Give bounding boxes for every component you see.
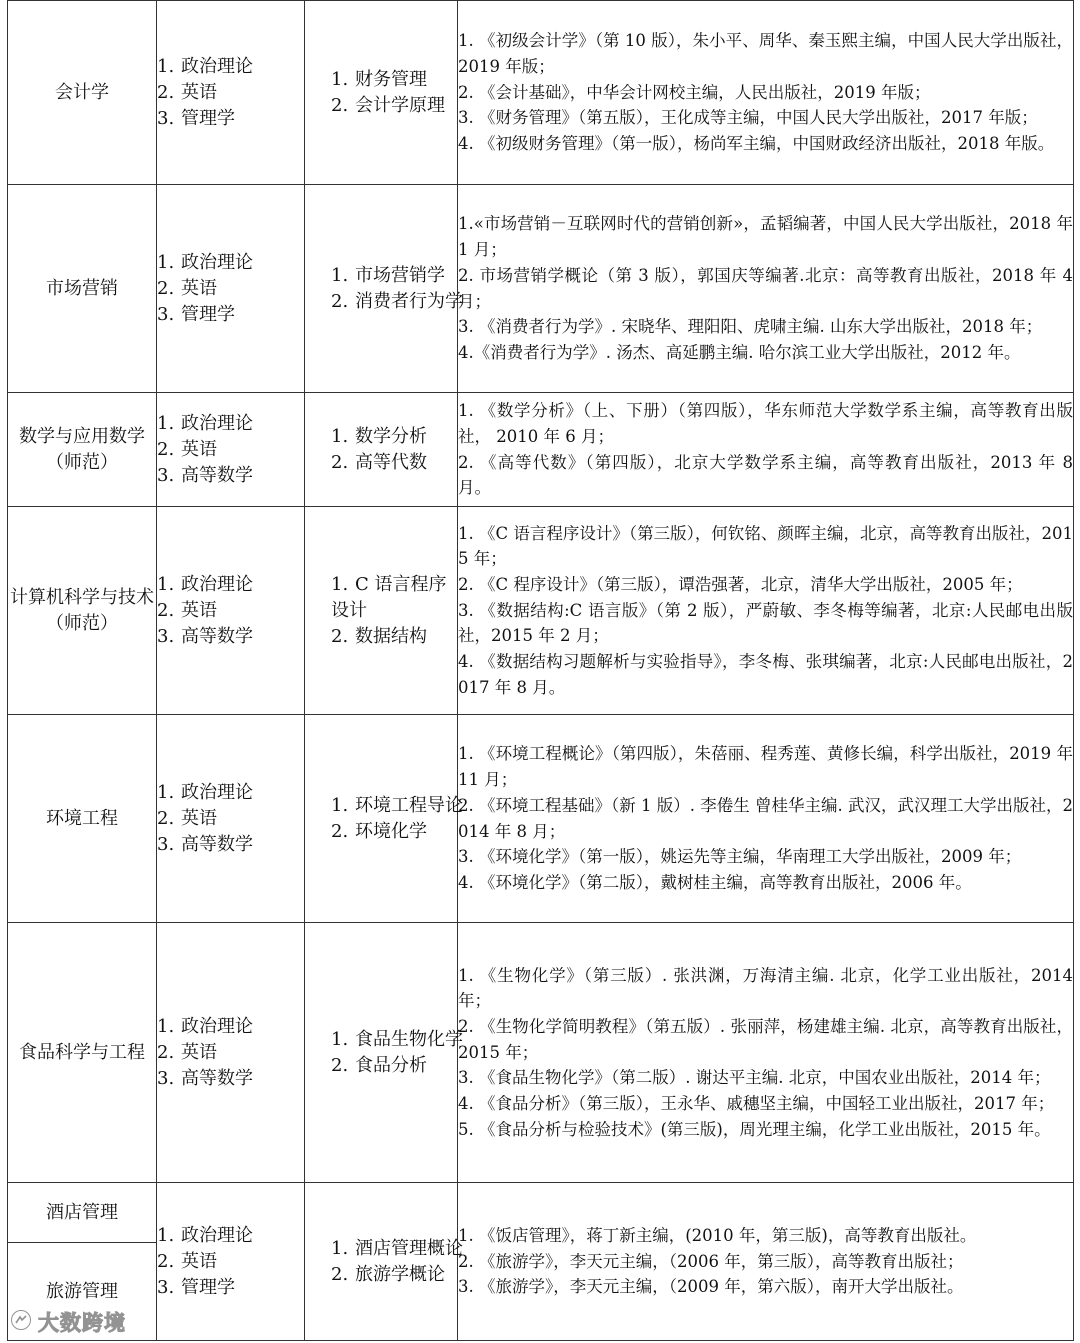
table-row bbox=[8, 393, 1074, 507]
reference-book: 2. 《高等代数》（第四版），北京大学数学系主编，高等教育出版社，2013 年 8 月。 bbox=[458, 452, 1073, 498]
reference-book: 4.《消费者行为学》. 汤杰、高延鹏主编. 哈尔滨工业大学出版社，2012 年。 bbox=[458, 342, 1021, 362]
major-cell bbox=[8, 1183, 157, 1243]
table-row bbox=[8, 1183, 1074, 1243]
watermark bbox=[9, 1307, 126, 1337]
reference-book: 2. 《旅游学》，李天元主编，（2006 年，第三版），高等教育出版社； bbox=[458, 1251, 964, 1271]
professional-subject: 1. 食品生物化学 bbox=[331, 1028, 463, 1050]
reference-books-cell bbox=[458, 715, 1074, 923]
professional-subject: 2. 食品分析 bbox=[331, 1054, 427, 1076]
reference-books-cell bbox=[458, 507, 1074, 715]
professional-subjects-cell bbox=[305, 1, 458, 185]
exam-subject: 1. 政治理论 bbox=[157, 1224, 253, 1246]
professional-subjects-cell bbox=[305, 393, 458, 507]
exam-subject: 1. 政治理论 bbox=[157, 781, 253, 803]
exam-subject: 2. 英语 bbox=[157, 438, 217, 460]
table-row bbox=[8, 715, 1074, 923]
reference-book: 1. 《C 语言程序设计》（第三版），何钦铭、颜晖主编，北京，高等教育出版社，2015 年； bbox=[458, 523, 1073, 569]
exam-subject: 3. 高等数学 bbox=[157, 625, 253, 647]
exam-subject: 2. 英语 bbox=[157, 807, 217, 829]
professional-subject: 1. 数学分析 bbox=[331, 425, 427, 447]
major-name: 计算机科学与技术（师范） bbox=[10, 586, 154, 634]
reference-book: 2. 市场营销学概论（第 3 版），郭国庆等编著.北京：高等教育出版社，2018 年 4 月； bbox=[458, 265, 1073, 311]
reference-book: 4. 《食品分析》（第三版），王永华、戚穗坚主编，中国轻工业出版社，2017 年； bbox=[458, 1094, 1055, 1114]
professional-subjects-cell bbox=[305, 507, 458, 715]
exam-subject: 3. 管理学 bbox=[157, 107, 235, 129]
exam-subject: 1. 政治理论 bbox=[157, 1015, 253, 1037]
table-row bbox=[8, 923, 1074, 1183]
exam-subjects-cell bbox=[157, 715, 305, 923]
professional-subject: 1. C 语言程序设计 bbox=[331, 573, 447, 621]
professional-subject: 2. 旅游学概论 bbox=[331, 1263, 445, 1285]
exam-subject: 2. 英语 bbox=[157, 1250, 217, 1272]
professional-subjects-cell bbox=[305, 1183, 463, 1341]
major-name: 旅游管理 bbox=[46, 1280, 118, 1302]
reference-book: 2. 《环境工程基础》（新 1 版）. 李倦生 曾桂华主编. 武汉，武汉理工大学出版社，2014 年 8 月； bbox=[458, 795, 1073, 841]
reference-book: 1. 《饭店管理》，蒋丁新主编，(2010 年，第三版)，高等教育出版社。 bbox=[458, 1225, 977, 1245]
exam-subject: 3. 高等数学 bbox=[157, 833, 253, 855]
exam-subject: 1. 政治理论 bbox=[157, 251, 253, 273]
watermark-text: 大数跨境 bbox=[38, 1311, 126, 1335]
table-row bbox=[8, 1, 1074, 185]
professional-subjects-cell bbox=[305, 923, 463, 1183]
major-name: 会计学 bbox=[55, 81, 109, 103]
professional-subjects-cell bbox=[305, 715, 463, 923]
exam-subject: 2. 英语 bbox=[157, 277, 217, 299]
exam-subject: 2. 英语 bbox=[157, 81, 217, 103]
reference-book: 1. 《初级会计学》（第 10 版），朱小平、周华、秦玉熙主编，中国人民大学出版社，2019 年版； bbox=[458, 31, 1073, 76]
exam-subjects-cell bbox=[157, 1183, 305, 1341]
reference-book: 2. 《会计基础》，中华会计网校主编，人民出版社，2019 年版； bbox=[458, 82, 931, 102]
reference-book: 2. 《生物化学简明教程》（第五版）. 张丽萍，杨建雄主编. 北京，高等教育出版社，2015 年； bbox=[458, 1016, 1073, 1062]
professional-subject: 2. 会计学原理 bbox=[331, 94, 445, 116]
exam-subjects-cell bbox=[157, 507, 305, 715]
exam-subjects-cell bbox=[157, 393, 305, 507]
reference-book: 3. 《数据结构:C 语言版》（第 2 版），严蔚敏、李冬梅等编著，北京:人民邮电出版社，2015 年 2 月； bbox=[458, 600, 1073, 646]
major-cell bbox=[8, 1, 157, 185]
reference-book: 1. 《数学分析》（上、下册）（第四版），华东师范大学数学系主编，高等教育出版社， 2010 年 6 月； bbox=[458, 401, 1073, 446]
syllabus-table bbox=[7, 0, 1074, 1341]
exam-subject: 2. 英语 bbox=[157, 599, 217, 621]
major-name: 环境工程 bbox=[46, 807, 118, 829]
professional-subject: 2. 数据结构 bbox=[331, 625, 427, 647]
exam-subjects-cell bbox=[157, 185, 305, 393]
reference-book: 5. 《食品分析与检验技术》(第三版)，周光理主编，化学工业出版社，2015 年。 bbox=[458, 1119, 1051, 1139]
reference-books-cell bbox=[458, 393, 1074, 507]
exam-subject: 2. 英语 bbox=[157, 1041, 217, 1063]
reference-book: 4. 《数据结构习题解析与实验指导》，李冬梅、张琪编著，北京:人民邮电出版社，2017 年 8 月。 bbox=[458, 652, 1073, 697]
professional-subject: 2. 环境化学 bbox=[331, 820, 427, 842]
major-cell bbox=[8, 185, 157, 393]
reference-book: 2. 《C 程序设计》（第三版），谭浩强著，北京，清华大学出版社，2005 年； bbox=[458, 574, 1023, 594]
reference-book: 1.«市场营销－互联网时代的营销创新»，孟韬编著，中国人民大学出版社，2018 年 1 月； bbox=[458, 214, 1073, 260]
professional-subject: 1. 财务管理 bbox=[331, 68, 427, 90]
exam-subject: 1. 政治理论 bbox=[157, 55, 253, 77]
reference-book: 3. 《财务管理》（第五版），王化成等主编，中国人民大学出版社，2017 年版； bbox=[458, 108, 1038, 128]
exam-subjects-cell bbox=[157, 1, 305, 185]
major-cell bbox=[8, 923, 157, 1183]
professional-subject: 1. 环境工程导论 bbox=[331, 794, 463, 816]
exam-subject: 3. 管理学 bbox=[157, 303, 235, 325]
reference-book: 3. 《消费者行为学》. 宋晓华、理阳阳、虎啸主编. 山东大学出版社，2018 年； bbox=[458, 317, 1043, 337]
reference-book: 4. 《初级财务管理》（第一版），杨尚军主编，中国财政经济出版社，2018 年版。 bbox=[458, 134, 1055, 154]
reference-book: 4. 《环境化学》（第二版），戴树桂主编，高等教育出版社，2006 年。 bbox=[458, 872, 972, 892]
exam-subject: 3. 高等数学 bbox=[157, 1067, 253, 1089]
major-cell bbox=[8, 507, 157, 715]
reference-book: 1. 《生物化学》（第三版）. 张洪渊，万海清主编. 北京，化学工业出版社，2014 年； bbox=[458, 965, 1073, 1011]
exam-subject: 3. 管理学 bbox=[157, 1276, 235, 1298]
major-name: 数学与应用数学（师范） bbox=[19, 425, 145, 473]
reference-books-cell bbox=[458, 1, 1074, 185]
reference-book: 3. 《旅游学》，李天元主编，（2009 年，第六版），南开大学出版社。 bbox=[458, 1277, 964, 1297]
professional-subject: 1. 酒店管理概论 bbox=[331, 1237, 463, 1259]
exam-subject: 1. 政治理论 bbox=[157, 412, 253, 434]
reference-book: 1. 《环境工程概论》（第四版），朱蓓丽、程秀莲、黄修长编，科学出版社，2019 年 11 月； bbox=[458, 744, 1073, 790]
professional-subject: 2. 消费者行为学 bbox=[331, 290, 463, 312]
table-row bbox=[8, 507, 1074, 715]
major-name: 市场营销 bbox=[46, 277, 118, 299]
professional-subject: 2. 高等代数 bbox=[331, 451, 427, 473]
table-row bbox=[8, 185, 1074, 393]
major-cell bbox=[8, 393, 157, 507]
reference-books-cell bbox=[458, 1183, 1074, 1341]
watermark-logo-icon bbox=[9, 1308, 33, 1336]
reference-books-cell bbox=[458, 185, 1074, 393]
professional-subject: 1. 市场营销学 bbox=[331, 264, 445, 286]
exam-subjects-cell bbox=[157, 923, 305, 1183]
major-name: 酒店管理 bbox=[46, 1201, 118, 1223]
reference-books-cell bbox=[458, 923, 1074, 1183]
reference-book: 3. 《环境化学》（第一版），姚运先等主编，华南理工大学出版社，2009 年； bbox=[458, 847, 1022, 867]
major-name: 食品科学与工程 bbox=[19, 1041, 145, 1063]
reference-book: 3. 《食品生物化学》（第二版）. 谢达平主编. 北京，中国农业出版社，2014 年； bbox=[458, 1068, 1051, 1088]
major-cell bbox=[8, 715, 157, 923]
exam-subject: 3. 高等数学 bbox=[157, 464, 253, 486]
professional-subjects-cell bbox=[305, 185, 463, 393]
exam-subject: 1. 政治理论 bbox=[157, 573, 253, 595]
